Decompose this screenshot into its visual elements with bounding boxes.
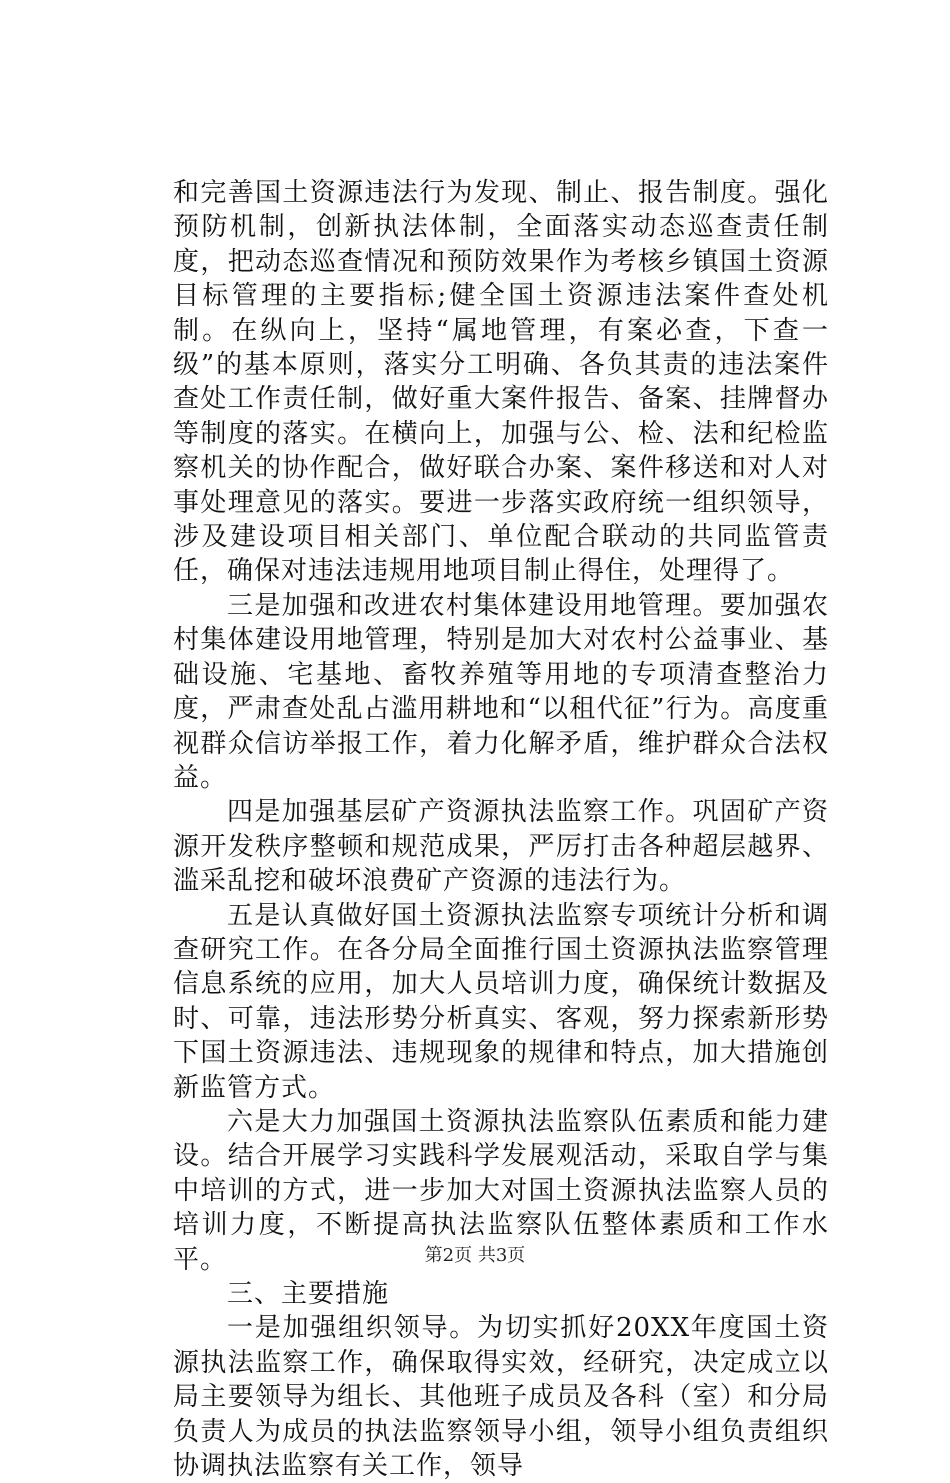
document-body (173, 176, 829, 1483)
paragraph-5: 六是大力加强国土资源执法监察队伍素质和能力建设。结合开展学习实践科学发展观活动，采取自学与集中培训的方式，进一步加大对国土资源执法监察人员的培训力度，不断提高执法监察队伍整体素质和工作水平。 (173, 1106, 829, 1275)
paragraph-2: 三是加强和改进农村集体建设用地管理。要加强农村集体建设用地管理，特别是加大对农村公益事业、基础设施、宅基地、畜牧养殖等用地的专项清查整治力度，严肃查处乱占滥用耕地和“以租代征”行为。高度重视群众信访举报工作，着力化解矛盾，维护群众合法权益。 (173, 590, 829, 793)
page-footer: 第2页 共3页 (424, 1245, 526, 1266)
paragraph-6: 一是加强组织领导。为切实抓好20XX年度国土资源执法监察工作，确保取得实效，经研究，决定成立以局主要领导为组长、其他班子成员及各科（室）和分局负责人为成员的执法监察领导小组，领导小组负责组织协调执法监察有关工作，领导 (173, 1313, 829, 1482)
paragraph-1: 和完善国土资源违法行为发现、制止、报告制度。强化预防机制，创新执法体制，全面落实动态巡查责任制度，把动态巡查情况和预防效果作为考核乡镇国土资源目标管理的主要指标;健全国土资源违法案件查处机制。在纵向上，坚持“属地管理，有案必查，下查一级”的基本原则，落实分工明确、各负其责的违法案件查处工作责任制，做好重大案件报告、备案、挂牌督办等制度的落实。在横向上，加强与公、检、法和纪检监察机关的协作配合，做好联合办案、案件移送和对人对事处理意见的落实。要进一步落实政府统一组织领导，涉及建设项目相关部门、单位配合联动的共同监管责任，确保对违法违规用地项目制止得住，处理得了。 (173, 178, 829, 587)
section-heading: 三、主要措施 (227, 1279, 390, 1309)
paragraph-4: 五是认真做好国土资源执法监察专项统计分析和调查研究工作。在各分局全面推行国土资源执法监察管理信息系统的应用，加大人员培训力度，确保统计数据及时、可靠，违法形势分析真实、客观，努力探索新形势下国土资源违法、违规现象的规律和特点，加大措施创新监管方式。 (173, 900, 829, 1103)
paragraph-3: 四是加强基层矿产资源执法监察工作。巩固矿产资源开发秩序整顿和规范成果，严厉打击各种超层越界、滥采乱挖和破坏浪费矿产资源的违法行为。 (173, 797, 829, 897)
